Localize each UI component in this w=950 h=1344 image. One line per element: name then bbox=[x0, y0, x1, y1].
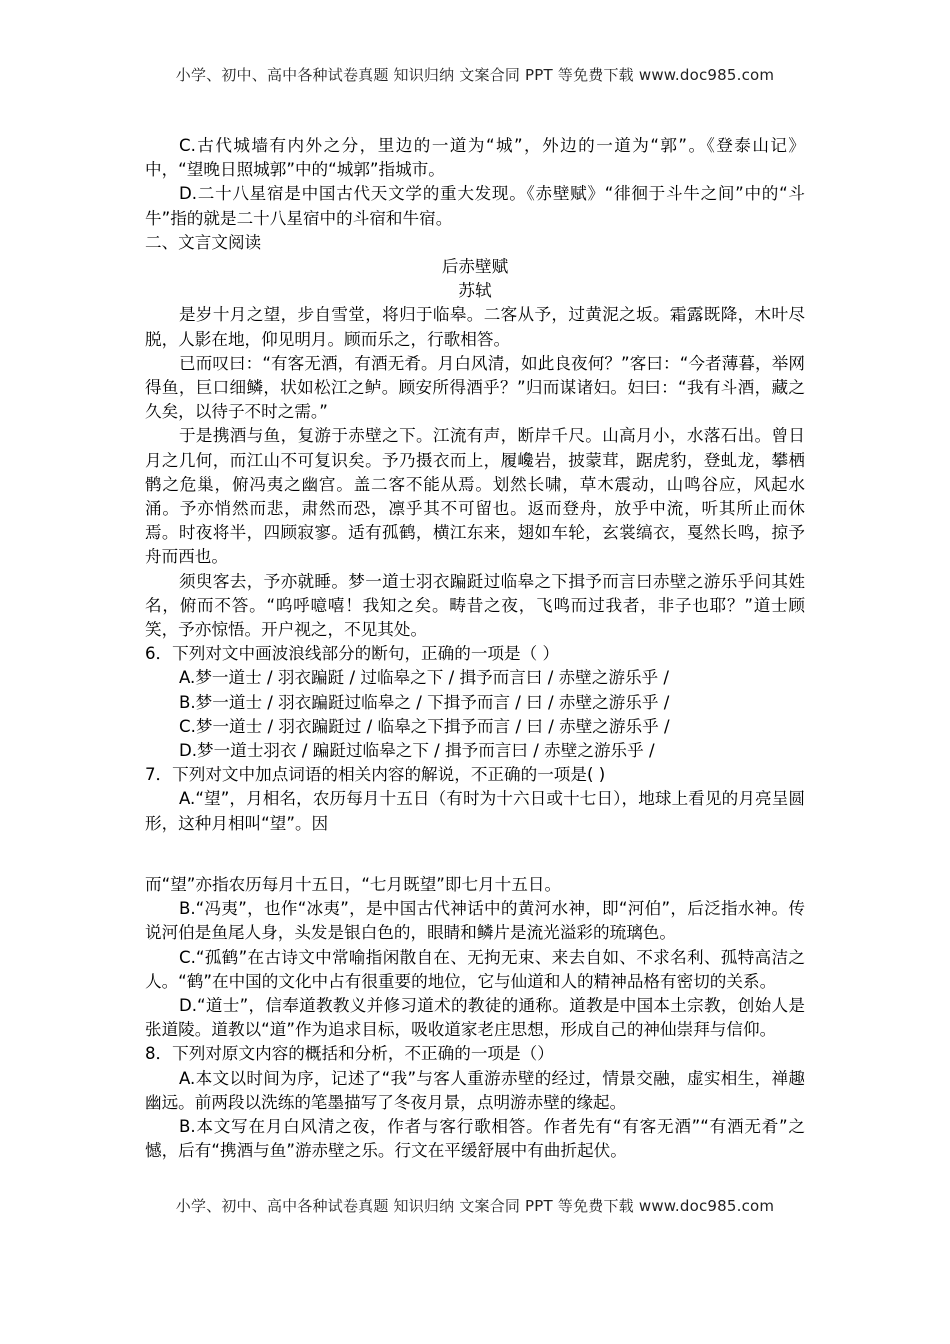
page-header: 小学、初中、高中各种试卷真题 知识归纳 文案合同 PPT 等免费下载 www.doc985.com bbox=[175, 66, 775, 84]
passage-title: 后赤壁赋 bbox=[441, 257, 509, 277]
question-7-stem: 7．下列对文中加点词语的相关内容的解说，不正确的一项是( ) bbox=[145, 765, 606, 785]
question-8-option-a: A.本文以时间为序，记述了“我”与客人重游赤壁的经过，情景交融，虚实相生，禅趣幽远。前两段以洗练的笔墨描写了冬夜月景，点明游赤壁的缘起。 bbox=[145, 1068, 805, 1112]
passage-paragraph-3: 于是携酒与鱼，复游于赤壁之下。江流有声，断岸千尺。山高月小，水落石出。曾日月之几何，而江山不可复识矣。予乃摄衣而上，履巉岩，披蒙茸，踞虎豹，登虬龙，攀栖鹘之危巢，俯冯夷之幽宫。盖二客不能从焉。划然长啸，草木震动，山鸣谷应，风起水涌。予亦悄然而悲，肃然而恐，凛乎其不可留也。返而登舟，放乎中流，听其所止而休焉。时夜将半，四顾寂寥。适有孤鹤，横江东来，翅如车轮，玄裳缟衣，戛然长鸣，掠予舟而西也。 bbox=[145, 426, 805, 567]
question-6-option-a: A.梦一道士 / 羽衣蹁跹 / 过临皋之下 / 揖予而言曰 / 赤壁之游乐乎 / bbox=[179, 668, 670, 688]
prev-option-d: D.二十八星宿是中国古代天文学的重大发现。《赤壁赋》“徘徊于斗牛之间”中的“斗牛”指的就是二十八星宿中的斗宿和牛宿。 bbox=[145, 184, 805, 228]
document-body bbox=[145, 134, 805, 1163]
question-7-option-c: C.“孤鹤”在古诗文中常喻指闲散自在、无拘无束、来去自如、不求名利、孤特高洁之人。“鹤”在中国的文化中占有很重要的地位，它与仙道和人的精神品格有密切的关系。 bbox=[145, 947, 805, 991]
question-6-option-c: C.梦一道士 / 羽衣蹁跹过 / 临皋之下揖予而言 / 曰 / 赤壁之游乐乎 / bbox=[179, 716, 670, 736]
passage-paragraph-2: 已而叹曰：“有客无酒，有酒无肴。月白风清，如此良夜何？”客曰：“今者薄暮，举网得鱼，巨口细鳞，状如松江之鲈。顾安所得酒乎？”归而谋诸妇。妇曰：“我有斗酒，藏之久矣，以待子不时之需。” bbox=[145, 353, 805, 422]
question-8-option-b: B.本文写在月白风清之夜，作者与客行歌相答。作者先有“有客无酒”“有酒无肴”之憾，后有“携酒与鱼”游赤壁之乐。行文在平缓舒展中有曲折起伏。 bbox=[145, 1116, 805, 1161]
question-6-stem: 6．下列对文中画波浪线部分的断句，正确的一项是（ ） bbox=[145, 644, 560, 664]
question-7-option-d: D.“道士”，信奉道教教义并修习道术的教徒的通称。道教是中国本土宗教，创始人是张道陵。道教以“道”作为追求目标，吸收道家老庄思想，形成自己的神仙崇拜与信仰。 bbox=[145, 995, 805, 1040]
passage-paragraph-1: 是岁十月之望，步自雪堂，将归于临皋。二客从予，过黄泥之坂。霜露既降，木叶尽脱，人影在地，仰见明月。顾而乐之，行歌相答。 bbox=[145, 305, 805, 349]
passage-paragraph-4: 须臾客去，予亦就睡。梦一道士羽衣蹁跹过临皋之下揖予而言曰赤壁之游乐乎问其姓名，俯而不答。“呜呼噫嘻！我知之矣。畴昔之夜，飞鸣而过我者，非子也耶？”道士顾笑，予亦惊悟。开户视之，不见其处。 bbox=[145, 571, 805, 640]
passage-author: 苏轼 bbox=[458, 281, 492, 301]
question-7-option-a-part2: 而“望”亦指农历每月十五日，“七月既望”即七月十五日。 bbox=[145, 874, 562, 894]
page-footer: 小学、初中、高中各种试卷真题 知识归纳 文案合同 PPT 等免费下载 www.doc985.com bbox=[175, 1197, 775, 1215]
question-7-option-b: B.“冯夷”，也作“冰夷”，是中国古代神话中的黄河水神，即“河伯”，后泛指水神。传说河伯是鱼尾人身，头发是银白色的，眼睛和鳞片是流光溢彩的琉璃色。 bbox=[145, 899, 805, 943]
question-7-option-a-part1: A.“望”，月相名，农历每月十五日（有时为十六日或十七日），地球上看见的月亮呈圆形，这种月相叫“望”。因 bbox=[145, 789, 805, 833]
prev-option-c: C.古代城墙有内外之分，里边的一道为“城”，外边的一道为“郭”。《登泰山记》中，“望晚日照城郭”中的“城郭”指城市。 bbox=[145, 136, 805, 180]
blank-gap bbox=[145, 836, 805, 873]
question-6-option-b: B.梦一道士 / 羽衣蹁跹过临皋之 / 下揖予而言 / 曰 / 赤壁之游乐乎 / bbox=[179, 692, 670, 712]
question-6-option-d: D.梦一道士羽衣 / 蹁跹过临皋之下 / 揖予而言曰 / 赤壁之游乐乎 / bbox=[179, 741, 655, 761]
section-title: 二、文言文阅读 bbox=[145, 232, 262, 252]
question-8-stem: 8．下列对原文内容的概括和分析，不正确的一项是（） bbox=[145, 1044, 554, 1064]
